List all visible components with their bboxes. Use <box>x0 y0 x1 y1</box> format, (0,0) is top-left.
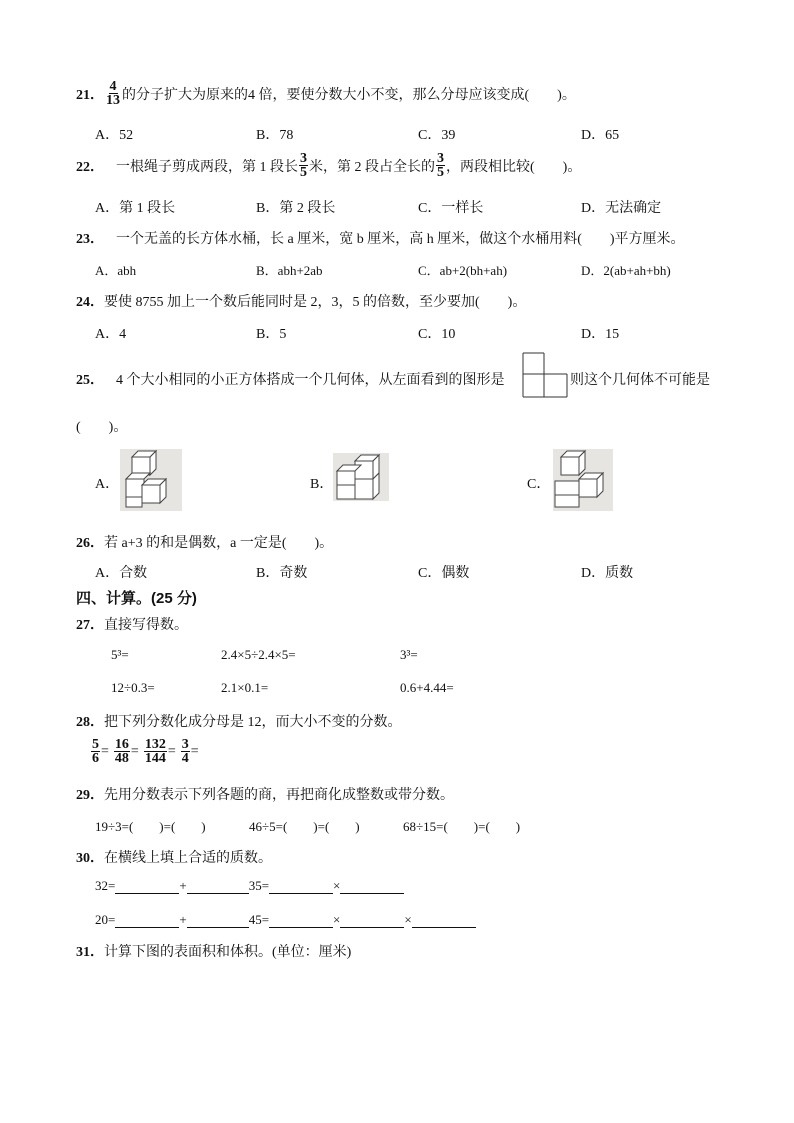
question-text: 要使 8755 加上一个数后能同时是 2，3，5 的倍数，至少要加( )。 <box>104 295 527 310</box>
option-c[interactable]: C．10 <box>418 327 456 342</box>
question-text: 直接写得数。 <box>104 618 188 633</box>
option-b[interactable]: B． <box>310 477 334 492</box>
calc-item: 0.6+4.44= <box>400 680 454 695</box>
option-d[interactable]: D．无法确定 <box>581 201 662 216</box>
question-text: 若 a+3 的和是偶数，a 一定是( )。 <box>104 536 334 551</box>
question-26 <box>76 532 333 552</box>
question-29 <box>76 784 454 804</box>
cube-figure-b[interactable] <box>333 453 389 501</box>
equals-sign: = <box>130 743 139 759</box>
question-number: 30． <box>76 851 104 866</box>
calc-item: 5³= <box>111 647 129 662</box>
blank-line[interactable] <box>412 915 476 928</box>
question-22 <box>76 152 581 179</box>
option-b[interactable]: B．第 2 段长 <box>256 201 336 216</box>
question-24 <box>76 291 526 311</box>
question-23 <box>76 228 685 248</box>
blank-line[interactable] <box>269 915 333 928</box>
question-text: 米，第 2 段占全长的 <box>309 159 435 175</box>
fraction: $\frac{3}{5}$ <box>300 151 307 180</box>
left-view-figure <box>522 352 568 398</box>
fraction: $\frac{3}{5}$ <box>437 151 444 180</box>
question-text: 先用分数表示下列各题的商，再把商化成整数或带分数。 <box>104 788 454 803</box>
option-c[interactable]: C．ab+2(bh+ah) <box>418 263 508 278</box>
option-b[interactable]: B．奇数 <box>256 566 308 581</box>
calc-item: 2.1×0.1= <box>221 680 269 695</box>
question-text: 在横线上填上合适的质数。 <box>104 851 272 866</box>
question-text: 则这个几何体不可能是 <box>570 373 710 388</box>
equals-sign: = <box>190 743 199 759</box>
question-number: 26． <box>76 536 104 551</box>
fraction: $\frac{5}{6}$ <box>92 737 99 766</box>
equals-sign: = <box>101 743 109 759</box>
question-31 <box>76 941 351 961</box>
calc-item[interactable]: 46÷5=( )=( ) <box>249 819 360 834</box>
option-c[interactable]: C． <box>527 477 551 492</box>
option-a[interactable]: A．第 1 段长 <box>95 201 176 216</box>
blank-line[interactable] <box>340 915 404 928</box>
question-number: 31． <box>76 945 104 960</box>
option-a[interactable]: A．4 <box>95 327 127 342</box>
blank-line[interactable] <box>115 881 179 894</box>
blank-line[interactable] <box>269 881 333 894</box>
calc-item[interactable]: 68÷15=( )=( ) <box>403 819 521 834</box>
question-text: 4 个大小相同的小正方体搭成一个几何体，从左面看到的图形是 <box>116 373 505 388</box>
equals-sign: = <box>167 743 176 759</box>
prime-fill-row-1: 32= + 35= × <box>95 878 404 894</box>
calc-item: 3³= <box>400 647 418 662</box>
fraction: $\frac{4}{13}$ <box>106 79 120 108</box>
question-27 <box>76 614 188 634</box>
option-a[interactable]: A．合数 <box>95 566 148 581</box>
option-d[interactable]: D．65 <box>581 128 620 143</box>
option-c[interactable]: C．偶数 <box>418 566 470 581</box>
cube-figure-c[interactable] <box>553 449 613 511</box>
option-b[interactable]: B．abh+2ab <box>256 263 323 278</box>
calc-item: 12÷0.3= <box>111 680 155 695</box>
question-text: ，两段相比较( )。 <box>446 159 582 175</box>
option-d[interactable]: D．15 <box>581 327 620 342</box>
blank-line[interactable] <box>115 915 179 928</box>
question-number: 23． <box>76 232 104 247</box>
fraction: $\frac{3}{4}$ <box>181 737 189 766</box>
section-heading: 四、计算。(25 分) <box>76 590 197 607</box>
question-number: 24． <box>76 295 104 310</box>
option-b[interactable]: B．78 <box>256 128 294 143</box>
blank-line[interactable] <box>187 915 249 928</box>
blank-line[interactable] <box>187 881 249 894</box>
option-c[interactable]: C．39 <box>418 128 456 143</box>
option-a[interactable]: A．52 <box>95 128 134 143</box>
calc-item[interactable]: 19÷3=( )=( ) <box>95 819 206 834</box>
fraction: $\frac{16}{48}$ <box>114 737 129 766</box>
question-number: 22． <box>76 159 104 175</box>
question-text: 一个无盖的长方体水桶，长 a 厘米，宽 b 厘米，高 h 厘米，做这个水桶用料( )平方厘米。 <box>116 232 685 247</box>
option-b[interactable]: B．5 <box>256 327 287 342</box>
question-number: 29． <box>76 788 104 803</box>
question-text: 计算下图的表面积和体积。(单位：厘米) <box>104 945 352 960</box>
question-21 <box>76 80 576 107</box>
question-text: 的分子扩大为原来的4 倍，要使分数大小不变，那么分母应该变成( )。 <box>122 87 576 103</box>
blank-line[interactable] <box>340 881 404 894</box>
question-28 <box>76 711 402 731</box>
prime-fill-row-2: 20= + 45= × × <box>95 912 476 928</box>
option-d[interactable]: D．2(ab+ah+bh) <box>581 263 671 278</box>
option-a[interactable]: A． <box>95 477 120 492</box>
fraction: $\frac{132}{144}$ <box>144 737 166 766</box>
question-number: 28． <box>76 715 104 730</box>
question-number: 25． <box>76 373 104 388</box>
question-text: 一根绳子剪成两段，第 1 段长 <box>116 159 298 175</box>
calc-item: 2.4×5÷2.4×5= <box>221 647 296 662</box>
fraction-row <box>90 738 199 765</box>
question-text: 把下列分数化成分母是 12，而大小不变的分数。 <box>104 715 402 730</box>
option-c[interactable]: C．一样长 <box>418 201 484 216</box>
question-25 <box>76 369 505 389</box>
question-number: 27． <box>76 618 104 633</box>
option-a[interactable]: A．abh <box>95 263 137 278</box>
question-number: 21． <box>76 87 104 103</box>
question-30 <box>76 847 272 867</box>
option-d[interactable]: D．质数 <box>581 566 634 581</box>
question-text: ( )。 <box>76 420 128 435</box>
cube-figure-a[interactable] <box>120 449 182 511</box>
